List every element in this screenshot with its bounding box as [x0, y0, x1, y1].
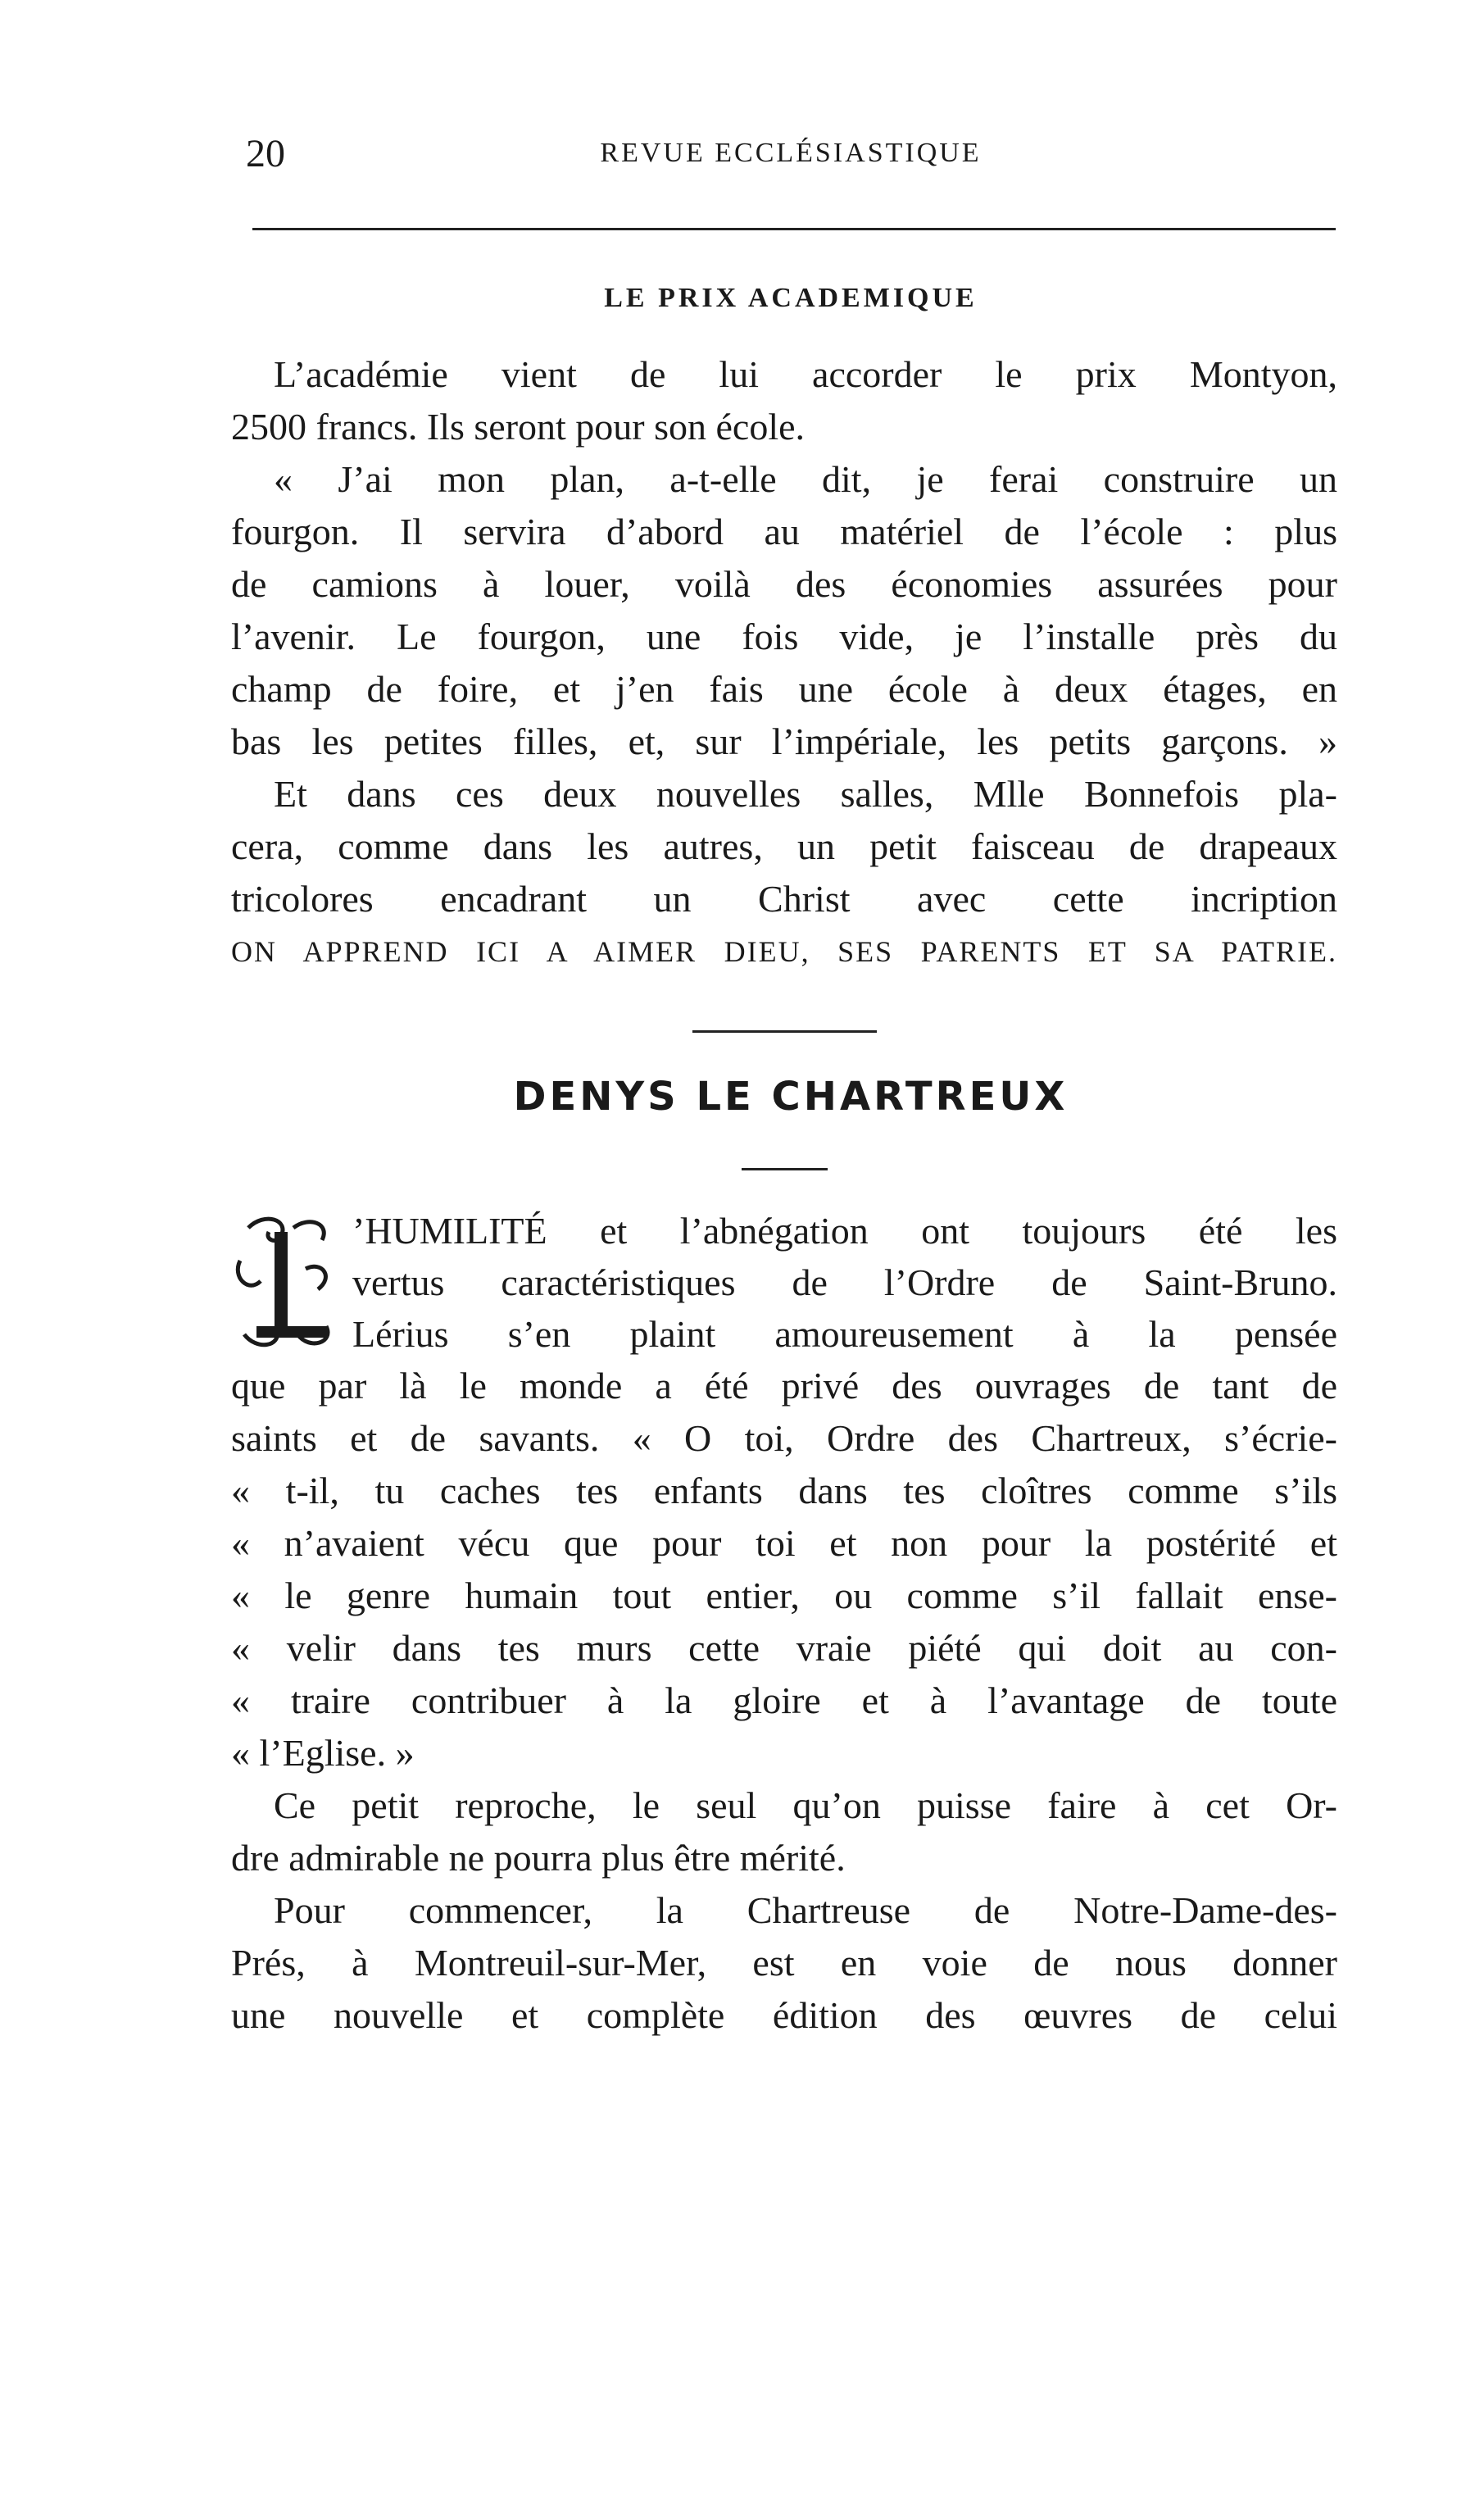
motto-line: ON APPREND ICI A AIMER DIEU, SES PARENTS ET SA PATRIE.	[231, 935, 1337, 968]
running-title: REVUE ECCLÉSIASTIQUE	[600, 138, 982, 168]
text-line: cera, comme dans les autres, un petit faisceau de drapeaux	[231, 825, 1337, 867]
ornamental-dropcap	[232, 1211, 338, 1355]
section2-body	[231, 1360, 1337, 2042]
page-number: 20	[246, 132, 285, 175]
text-line: que par là le monde a été privé des ouvrages de tant de	[231, 1365, 1337, 1407]
text-line: une nouvelle et complète édition des œuvres de celui	[231, 1994, 1337, 2036]
text-line: Ce petit reproche, le seul qu’on puisse faire à cet Or-	[274, 1784, 1337, 1826]
text-line: bas les petites filles, et, sur l’impériale, les petits garçons. »	[231, 720, 1337, 762]
page-header	[246, 131, 1336, 189]
text-line: vertus caractéristiques de l’Ordre de Saint-Bruno.	[352, 1261, 1337, 1303]
text-line: Pour commencer, la Chartreuse de Notre-Dame-des-	[274, 1889, 1337, 1931]
dropcap-text	[352, 1205, 1337, 1360]
text-line: « t-il, tu caches tes enfants dans tes cloîtres comme s’ils	[231, 1470, 1337, 1511]
text-line: ’HUMILITÉ et l’abnégation ont toujours été les	[352, 1210, 1337, 1252]
text-line: tricolores encadrant un Christ avec cette incription	[231, 878, 1337, 920]
text-line: « J’ai mon plan, a-t-elle dit, je ferai construire un	[274, 458, 1337, 500]
text-line: fourgon. Il servira d’abord au matériel de l’école : plus	[231, 511, 1337, 552]
text-line: 2500 francs. Ils seront pour son école.	[231, 406, 806, 448]
section1-body	[231, 348, 1337, 925]
section-divider	[692, 1030, 877, 1033]
text-line: « l’Eglise. »	[231, 1732, 415, 1774]
text-line: Et dans ces deux nouvelles salles, Mlle Bonnefois pla-	[274, 773, 1337, 815]
header-rule	[252, 228, 1336, 230]
text-line: L’académie vient de lui accorder le prix Montyon,	[274, 353, 1337, 395]
text-line: Lérius s’en plaint amoureusement à la pensée	[352, 1313, 1337, 1355]
text-line: saints et de savants. « O toi, Ordre des Chartreux, s’écrie-	[231, 1417, 1337, 1459]
text-line: « le genre humain tout entier, ou comme s’il fallait ense-	[231, 1575, 1337, 1616]
text-line: Prés, à Montreuil-sur-Mer, est en voie de nous donner	[231, 1942, 1337, 1984]
text-line: « velir dans tes murs cette vraie piété qui doit au con-	[231, 1627, 1337, 1669]
text-line: « n’avaient vécu que pour toi et non pour la postérité et	[231, 1522, 1337, 1564]
section-heading-denys: DENYS LE CHARTREUX	[513, 1074, 1069, 1120]
text-line: de camions à louer, voilà des économies assurées pour	[231, 563, 1337, 605]
text-line: champ de foire, et j’en fais une école à deux étages, en	[231, 668, 1337, 710]
title-underline	[742, 1168, 828, 1170]
text-line: l’avenir. Le fourgon, une fois vide, je l’installe près du	[231, 616, 1337, 657]
text-line: dre admirable ne pourra plus être mérité.	[231, 1837, 846, 1879]
text-line: « traire contribuer à la gloire et à l’avantage de toute	[231, 1679, 1337, 1721]
section-heading-prix-academique: LE PRIX ACADEMIQUE	[604, 283, 978, 313]
